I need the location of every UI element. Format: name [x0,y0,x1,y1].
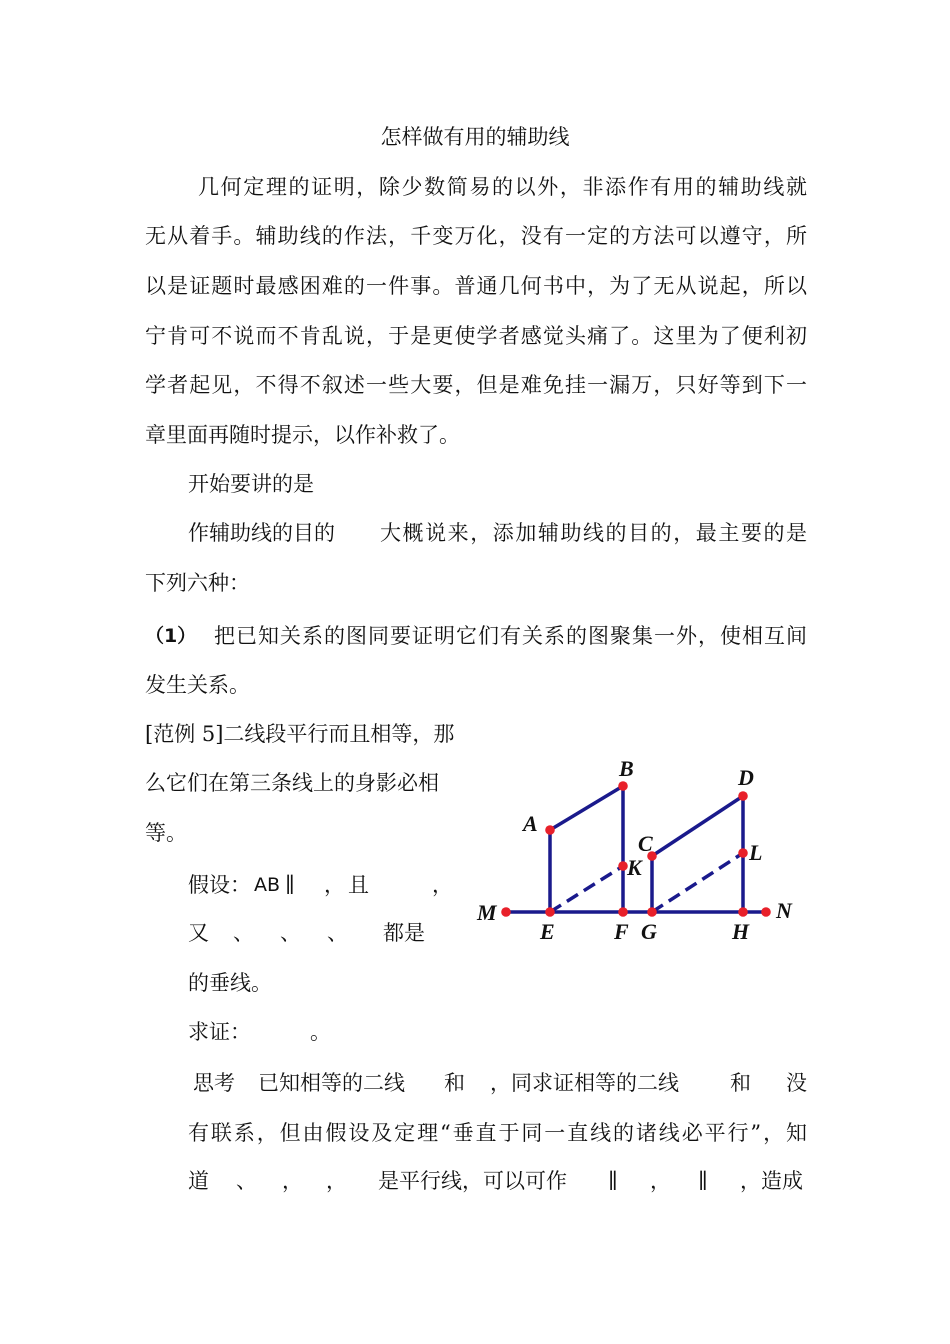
label-m: M [477,900,497,925]
intro-line-6: 章里面再随时提示，以作补救了。 [145,423,460,447]
example-line-2: 么它们在第三条线上的身影必相 [145,771,439,795]
dashed-segment-ek [550,866,623,912]
hypothesis-comma-2: ， [432,873,453,897]
segment-ab [550,786,623,830]
label-h: H [732,919,750,944]
purpose-text: 大概说来，添加辅助线的目的，最主要的是 [380,521,807,545]
parallel-symbol: ∥ [285,873,295,897]
think-zaocheng: ，造成 [740,1169,803,1193]
point-l [738,848,748,858]
item-1-text: 把已知关系的图同要证明它们有关系的图聚集一外，使相互间 [214,624,807,648]
label-k: K [627,855,642,880]
think-he-1: 和 [444,1071,465,1095]
example-line-1: [范例 5]二线段平行而且相等，那 [145,722,455,746]
intro-line-3: 以是证题时最感困难的一件事。普通几何书中，为了无从说起，所以 [145,274,807,298]
think-text-3: 是平行线，可以可作 [378,1169,567,1193]
point-n [761,907,771,917]
label-b: B [619,756,634,781]
think-text-1: 已知相等的二线 [258,1071,405,1095]
point-m [501,907,511,917]
point-b [618,781,628,791]
label-c: C [638,831,653,856]
purpose-tail: 下列六种： [145,571,250,595]
think-comma-1: ， [282,1169,303,1193]
hypothesis-dun-1: 、 [233,921,254,945]
point-f [618,907,628,917]
purpose-heading: 作辅助线的目的 [188,521,335,545]
prove-label: 求证： [188,1020,251,1044]
figure-segments [506,786,766,912]
point-h [738,907,748,917]
prove-end: 。 [310,1020,331,1044]
think-comma-3: ， [650,1169,671,1193]
label-l: L [749,840,763,865]
point-d [738,791,748,801]
item-1-number: （1） [145,625,197,647]
hypothesis-doushi: 都是 [383,921,425,945]
geometry-figure [470,755,800,955]
label-g: G [641,919,657,944]
example-line-3: 等。 [145,821,187,845]
point-g [647,907,657,917]
think-comma-2: ， [326,1169,347,1193]
think-dun: 、 [236,1169,257,1193]
dashed-segment-gl [652,853,743,912]
hypothesis-ab: AB [254,874,281,896]
think-dao: 道 [188,1169,209,1193]
hypothesis-comma: ， [324,873,345,897]
hypothesis-you: 又 [188,921,209,945]
intro-line-2: 无从着手。辅助线的作法，千变万化，没有一定的方法可以遵守，所 [145,224,807,248]
point-a [545,825,555,835]
intro-line-5: 学者起见，不得不叙述一些大要，但是难免挂一漏万，只好等到下一 [145,373,807,397]
hypothesis-dun-2: 、 [280,921,301,945]
page-title: 怎样做有用的辅助线 [380,125,570,149]
think-he-2: 和 [730,1071,751,1095]
think-label: 思考 [193,1071,235,1095]
hypothesis-and: 且 [348,873,369,897]
intro-line-1: 几何定理的证明，除少数简易的以外，非添作有用的辅助线就 [198,175,807,199]
label-d: D [738,765,754,790]
hypothesis-dun-3: 、 [327,921,348,945]
think-mei: 没 [786,1071,807,1095]
label-f: F [614,919,629,944]
hypothesis-label: 假设： [188,873,251,897]
think-line-2: 有联系，但由假设及定理“垂直于同一直线的诸线必平行”，知 [188,1121,807,1145]
hypothesis-line-3: 的垂线。 [188,971,272,995]
think-text-2: ，同求证相等的二线 [490,1071,679,1095]
label-n: N [776,898,792,923]
segment-cd [652,796,743,856]
label-e: E [540,919,555,944]
point-e [545,907,555,917]
think-parallel-2: ∥ [698,1169,708,1193]
label-a: A [523,811,538,836]
figure-points [501,781,771,917]
intro-line-4: 宁肯可不说而不肯乱说，于是更使学者感觉头痛了。这里为了便利初 [145,324,807,348]
item-1-tail: 发生关系。 [145,673,250,697]
think-parallel-1: ∥ [608,1169,618,1193]
start-line: 开始要讲的是 [188,472,314,496]
